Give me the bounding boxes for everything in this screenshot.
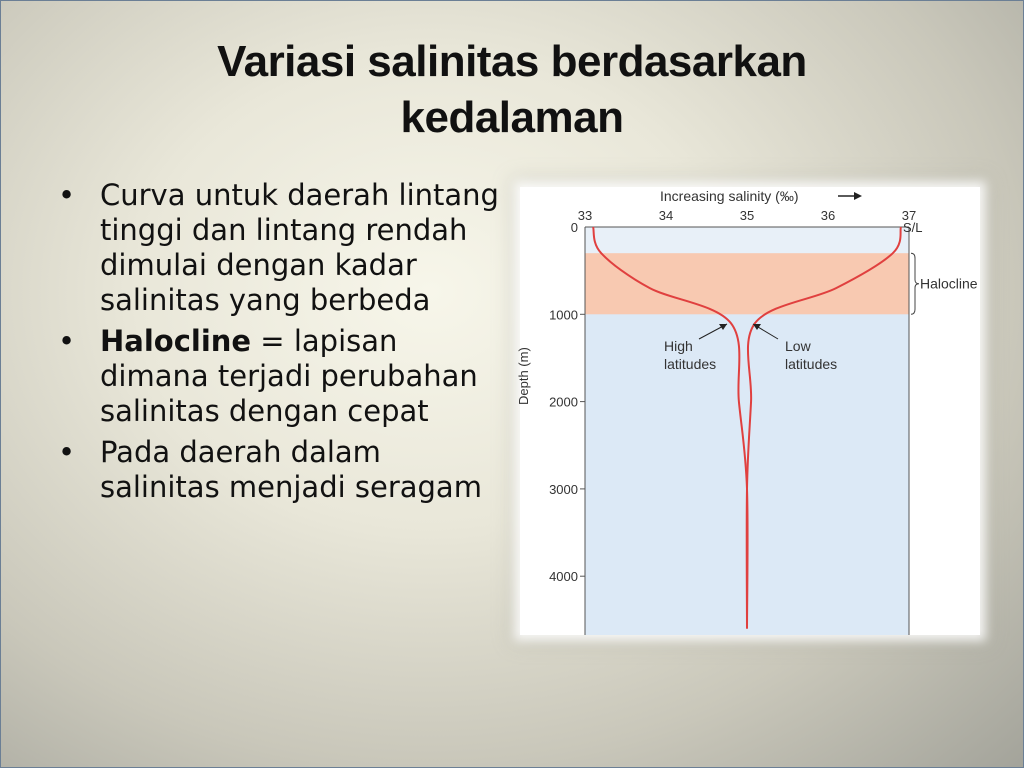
x-tick-label: 36 [820,208,836,223]
salinity-depth-figure [516,187,980,635]
bullet-marker: • [58,435,76,469]
x-tick-label: 37 [901,208,917,223]
slide-title-line-1: Variasi salinitas berdasarkan [217,37,807,86]
y-tick-label: 2000 [549,394,578,410]
top-axis-label: Increasing salinity (‰) [660,188,799,204]
bullet-item-3 [58,435,508,505]
slide-title-line-2: kedalaman [400,93,624,142]
salinity-depth-chart [516,187,980,635]
halocline-bracket [911,253,919,314]
slide-title [90,34,934,146]
bullet-text: = lapisan dimana terjadi perubahan salinitas dengan cepat [100,324,478,428]
y-ticks [549,220,585,584]
bullet-marker: • [58,178,76,212]
bullet-item-2 [58,324,508,429]
bullet-text: Curva untuk daerah lintang tinggi dan lintang rendah dimulai dengan kadar salinitas yang berbeda [100,178,499,317]
bullet-marker: • [58,324,76,358]
high-latitudes-label-1: High [664,338,693,354]
bullet-list [58,178,508,511]
x-tick-label: 34 [658,208,674,223]
sea-level-label: S/L [903,220,923,235]
bullet-item-1 [58,178,508,318]
bullet-text: Pada daerah dalam salinitas menjadi seragam [100,435,482,504]
halocline-band [585,253,909,314]
bullet-bold-term: Halocline [100,324,252,358]
y-axis-label: Depth (m) [516,347,531,405]
x-ticks [578,208,916,223]
y-tick-label: 1000 [549,307,578,323]
y-tick-label: 3000 [549,481,578,497]
halocline-label: Halocline [920,275,978,292]
low-latitudes-label-2: latitudes [785,356,838,372]
x-tick-label: 33 [577,208,593,223]
surface-layer [585,227,909,257]
high-latitudes-label-2: latitudes [664,356,717,372]
x-tick-label: 35 [739,208,755,223]
y-tick-label: 0 [570,220,578,235]
low-latitudes-label-1: Low [785,338,811,354]
y-tick-label: 4000 [549,569,578,585]
arrow-head-icon [854,192,862,200]
